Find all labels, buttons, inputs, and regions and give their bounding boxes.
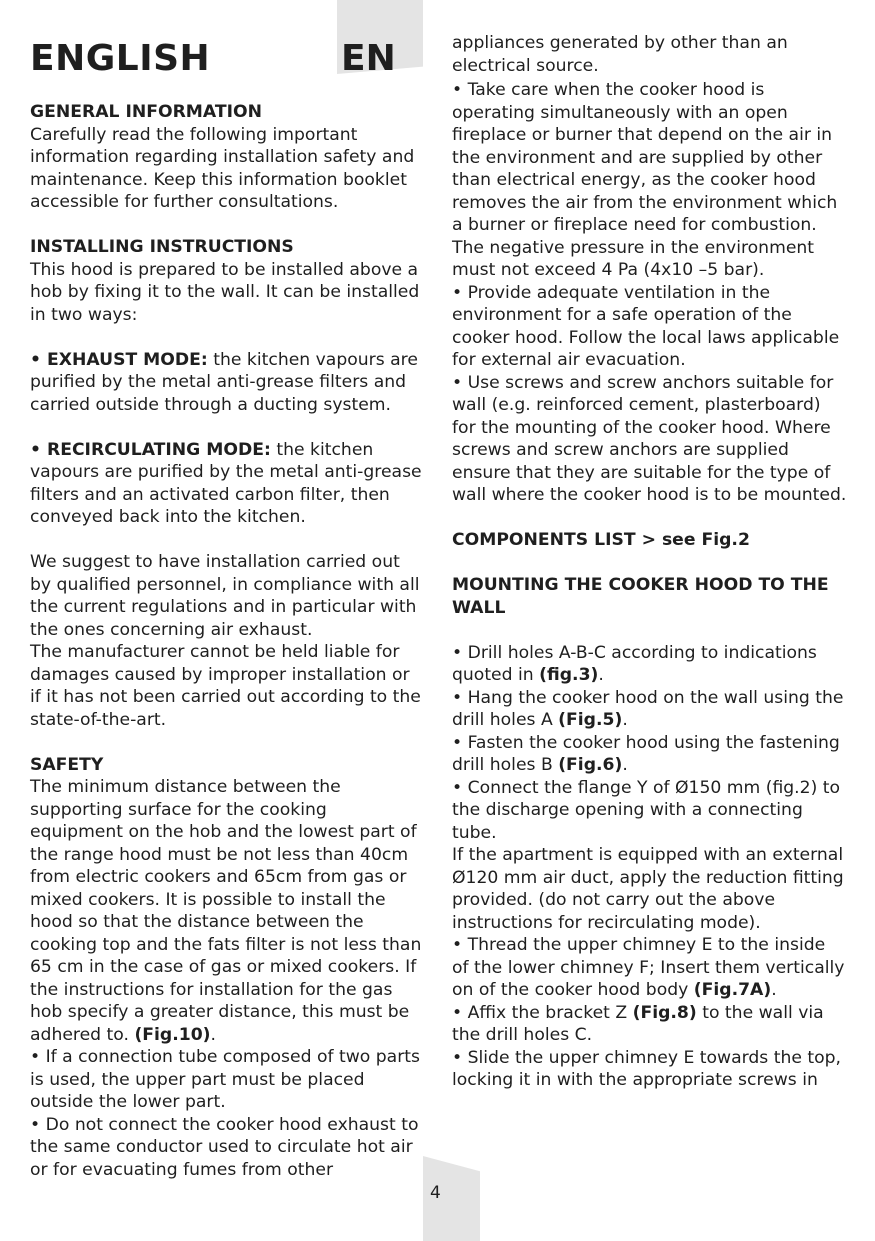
screws-anchors-text: • Use screws and screw anchors suitable for wall (e.g. reinforced cement, plasterboard) for the mounting of the cooker hood. Where screws and screw anchors are supplied ensure that they are suitable for the type of wall where the cooker hood is to be mounted. [452,372,847,505]
drill-holes-end: . [598,665,604,685]
safety-paragraph [30,776,422,1046]
safety-heading: SAFETY [30,754,104,775]
drill-holes-figure-ref: (fig.3) [539,665,599,685]
hang-hood-figure-ref: (Fig.5) [558,710,623,730]
components-list-heading: COMPONENTS LIST > see Fig.2 [452,530,750,550]
fasten-hood-text: • Fasten the cooker hood using the fastening drill holes B [452,732,840,775]
exhaust-mode-label: • EXHAUST MODE: [30,349,208,370]
left-column [30,101,422,1181]
hang-hood-end: . [622,710,628,730]
safety-text: The minimum distance between the supporting surface for the cooking equipment on the hob and the lowest part of the range hood must be not less than 40cm from electric cookers and 65cm from gas or mixed cookers. It is possible to install the hood so that the distance between the cooking top and the fats filter is not less than 65 cm in the case of gas or mixed cookers. If the instructions for installation for the gas hob specify a greater distance, this must be adhered to. [30,777,422,1045]
drill-holes-text: • Drill holes A-B-C according to indications quoted in [452,642,817,685]
flange-step-text: • Connect the flange Y of Ø150 mm (fig.2) to the discharge opening with a connecting tube. [452,777,841,843]
language-code: EN [341,38,396,79]
fasten-hood-end: . [622,755,628,775]
exhaust-mode-paragraph [30,349,422,417]
manufacturer-liability-text: The manufacturer cannot be held liable for damages caused by improper installation or if it has not been carried out according to the state-of-the-art. [30,642,421,730]
drill-holes-step [452,642,847,687]
chimney-figure-ref: (Fig.7A) [693,980,772,1000]
general-information-text: Carefully read the following important information regarding installation safety and maintenance. Keep this information booklet accessible for further consultations. [30,124,415,212]
slide-chimney-text: • Slide the upper chimney E towards the top, locking it in with the appropriate screws in [452,1047,842,1090]
hang-hood-text: • Hang the cooker hood on the wall using the drill holes A [452,687,844,730]
bracket-step [452,1002,847,1047]
safety-text-end: . [210,1024,216,1045]
chimney-step [452,934,847,1002]
bracket-end: to the wall via the drill holes C. [452,1002,824,1045]
continued-text: appliances generated by other than an electrical source. [452,33,788,76]
right-column [452,32,847,1092]
bracket-figure-ref: (Fig.8) [632,1002,697,1023]
bracket-text: • Affix the bracket Z [452,1002,633,1023]
general-information-heading: GENERAL INFORMATION [30,102,262,122]
conductor-warning-text: • Do not connect the cooker hood exhaust to the same conductor used to circulate hot air or for evacuating fumes from other [30,1114,419,1180]
recirculating-mode-label: • RECIRCULATING MODE: [30,439,271,460]
hang-hood-step [452,687,847,732]
fireplace-warning-text: • Take care when the cooker hood is operating simultaneously with an open fireplace or burner that depend on the air in the environment and are supplied by other than electrical energy, as the cooker hood removes the air from the environment which a burner or fireplace need for combustion. The negative pressure in the environment must not exceed 4 Pa (4x10 –5 bar). [452,80,838,280]
connection-tube-text: • If a connection tube composed of two parts is used, the upper part must be placed outside the lower part. [30,1047,420,1112]
recirculating-mode-text: the kitchen vapours are purified by the metal anti-grease filters and an activated carbon filter, then conveyed back into the kitchen. [30,439,422,527]
recirculating-mode-paragraph [30,439,422,529]
page-number: 4 [430,1183,441,1203]
installing-instructions-heading: INSTALLING INSTRUCTIONS [30,237,294,257]
ventilation-text: • Provide adequate ventilation in the environment for a safe operation of the cooker hood. Follow the local laws applicable for external air evacuation. [452,282,840,370]
fasten-hood-figure-ref: (Fig.6) [558,755,623,775]
air-duct-text: If the apartment is equipped with an external Ø120 mm air duct, apply the reduction fitting provided. (do not carry out the above instructions for recirculating mode). [452,845,844,933]
safety-figure-ref: (Fig.10) [134,1024,211,1045]
chimney-end: . [771,980,777,1000]
installing-instructions-text: This hood is prepared to be installed above a hob by fixing it to the wall. It can be installed in two ways: [30,259,420,325]
mounting-heading: MOUNTING THE COOKER HOOD TO THE WALL [452,575,829,618]
language-title: ENGLISH [30,38,211,79]
chimney-text: • Thread the upper chimney E to the inside of the lower chimney F; Insert them vertically on of the cooker hood body [452,935,845,1000]
exhaust-mode-text: the kitchen vapours are purified by the metal anti-grease filters and carried outside through a ducting system. [30,349,418,415]
fasten-hood-step [452,732,847,777]
installation-suggestion-text: We suggest to have installation carried out by qualified personnel, in compliance with all the current regulations and in particular with the ones concerning air exhaust. [30,552,420,640]
